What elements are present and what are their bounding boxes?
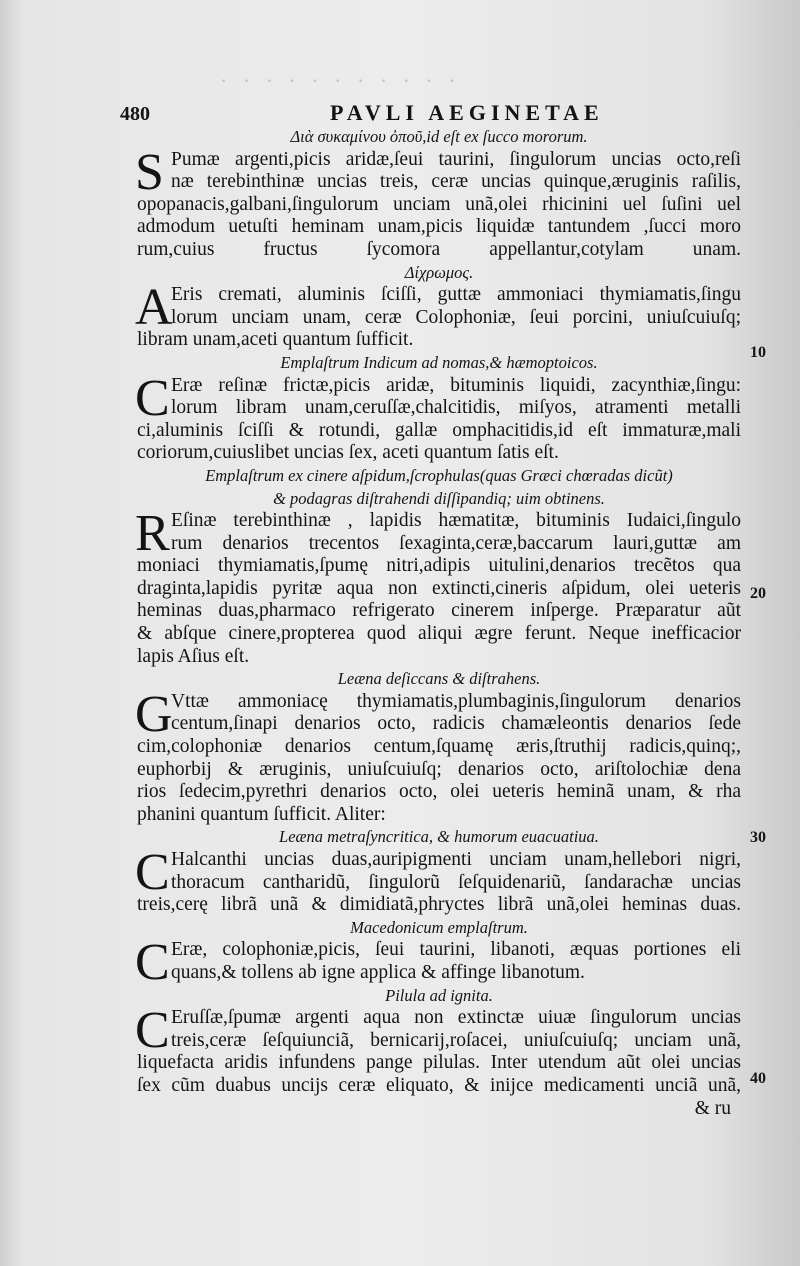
text-line: admodum uetuſti heminam unam,picis liquidæ tantundem ,ſucci moro xyxy=(137,216,741,238)
margin-line-number: 10 xyxy=(750,344,766,361)
text-line: & abſque cinere,propterea quod aliqui ægre ferunt. Neque inefficacior xyxy=(137,623,741,645)
text-line: C Halcanthi uncias duas,auripigmenti unciam unam,hellebori nigri, xyxy=(135,844,741,901)
running-title: PAVLI AEGINETAE xyxy=(330,100,604,125)
text-line: S Pumæ argenti,picis aridæ,ſeui taurini, ſingulorum uncias octo,reſi xyxy=(135,143,741,201)
text-line: quans,& tollens ab igne applica & affinge libanotum. xyxy=(171,961,585,983)
margin-line-number: 20 xyxy=(750,585,766,602)
text-line: G Vttæ ammoniacę thymiamatis,plumbaginis,ſingulorum denarios xyxy=(135,685,741,743)
drop-cap: C xyxy=(135,1002,170,1060)
text-line: lorum libram unam,ceruſſæ,chalcitidis, miſyos, atramenti metalli xyxy=(171,397,741,419)
section-heading: Emplaſtrum ex cinere aſpidum,ſcrophulas(quas Græci chœradas dicũt) xyxy=(205,465,673,485)
text-line: rum denarios trecentos ſexaginta,ceræ,baccarum lauri,guttæ am xyxy=(171,532,741,554)
drop-cap: S xyxy=(135,143,164,201)
page-number: 480 xyxy=(120,103,150,125)
drop-cap: C xyxy=(135,369,170,427)
text-line: heminas duas,pharmaco refrigerato cinerem inſperge. Præparatur aũt xyxy=(137,600,741,622)
drop-cap: C xyxy=(135,844,170,901)
drop-cap: C xyxy=(135,934,170,992)
drop-cap: G xyxy=(135,685,173,743)
text-line: ci,aluminis ſciſſi & rotundi, gallæ omphacitidis,id eſt immaturæ,mali xyxy=(137,419,741,441)
section-heading-continued: & podagras diſtrahendi diſſipandiq; uim obtinens. xyxy=(273,488,605,508)
text-line: R Eſinæ terebinthinæ , lapidis hæmatitæ, bituminis Iudaici,ſingulo xyxy=(135,505,741,563)
text-line: euphorbij & æruginis, uniuſcuiuſq; denarios octo, ariſtolochiæ dena xyxy=(137,758,741,780)
text-line: rios ſedecim,pyrethri denarios octo, olei ueteris heminã unam, & rha xyxy=(137,781,741,803)
text-line: phanini quantum ſufficit. Aliter: xyxy=(137,803,386,825)
section-heading: Leæna deſiccans & diſtrahens. xyxy=(337,669,541,689)
margin-line-number: 30 xyxy=(750,829,766,846)
text-line: ſex cũm duabus uncijs ceræ eliquato, & inijce medicamenti unciã unã, xyxy=(137,1074,741,1096)
text-line: opopanacis,galbani,ſingulorum unciam unã,olei rhicinini uel ſuſini uel xyxy=(137,193,741,215)
text-line: A Eris cremati, aluminis ſciſſi, guttæ ammoniaci thymiamatis,ſingu xyxy=(135,279,741,337)
text-line: rum,cuius fructus ſycomora appellantur,cotylam unam. xyxy=(137,238,741,260)
text-line: C Eruſſæ,ſpumæ argenti aqua non extinctæ uiuæ ſingulorum uncias xyxy=(135,1002,741,1060)
text-line: lorum unciam unam, ceræ Colophoniæ, ſeui porcini, uniuſcuiuſq; xyxy=(171,306,741,328)
section-heading: Macedonicum emplaſtrum. xyxy=(350,917,528,937)
text-line: næ terebinthinæ uncias treis, ceræ uncias quinque,æruginis raſilis, xyxy=(171,171,741,193)
catchword-line xyxy=(137,1098,741,1121)
text-line: centum,ſinapi denarios octo, radicis chamæleontis denarios ſede xyxy=(171,713,741,735)
drop-cap: R xyxy=(135,505,170,563)
text-line: C Eræ, colophoniæ,picis, ſeui taurini, libanoti, æquas portiones eli xyxy=(135,934,741,992)
section-heading: Διὰ συκαμίνου ὀποῦ,id eſt ex ſucco mororum. xyxy=(290,127,588,146)
text-line: moniaci thymiamatis,ſpumę nitri,adipis uitulini,denarios trecẽtos qua xyxy=(137,555,741,577)
show-through-text: · · · · · · · · · · · xyxy=(220,68,461,93)
section-heading: Leæna metraſyncritica, & humorum euacuatiua. xyxy=(279,827,599,847)
main-text-column xyxy=(137,126,741,1120)
margin-line-number: 40 xyxy=(750,1070,766,1087)
text-line: thoracum cantharidũ, ſingulorũ ſeſquidenariũ, ſandarachæ uncias xyxy=(171,871,741,893)
text-line: libram unam,aceti quantum ſufficit. xyxy=(137,329,414,351)
text-line: treis,cerę librã unã & dimidiatã,phryctes librã unã,olei heminas duas. xyxy=(137,894,741,916)
text-line: treis,ceræ ſeſquiunciã, bernicarij,roſacei, uniuſcuiuſq; unciam unã, xyxy=(171,1029,741,1051)
text-line: C Eræ reſinæ frictæ,picis aridæ, bituminis liquidi, zacynthiæ,ſingu: xyxy=(135,369,741,427)
text-line: coriorum,cuiuslibet uncias ſex, aceti quantum ſatis eſt. xyxy=(137,442,559,464)
text-line: liquefacta aridis infundens pange pilulas. Inter utendum aũt olei uncias xyxy=(137,1052,741,1074)
drop-cap: A xyxy=(135,279,173,337)
section-heading: Pilula ad ignita. xyxy=(385,985,493,1005)
text-line: draginta,lapidis pyritæ aqua non extincti,cineris aſpidum, olei ueteris xyxy=(137,577,741,599)
section-heading: Emplaſtrum Indicum ad nomas,& hæmoptoicos. xyxy=(280,352,598,372)
text-line: lapis Aſius eſt. xyxy=(137,645,250,667)
section-heading: Δίχρωμος. xyxy=(404,262,474,282)
text-line: cim,colophoniæ denarios centum,ſquamę æris,ſtruthij radicis,quinq;, xyxy=(137,736,741,758)
catchword: & ru xyxy=(694,1097,731,1119)
